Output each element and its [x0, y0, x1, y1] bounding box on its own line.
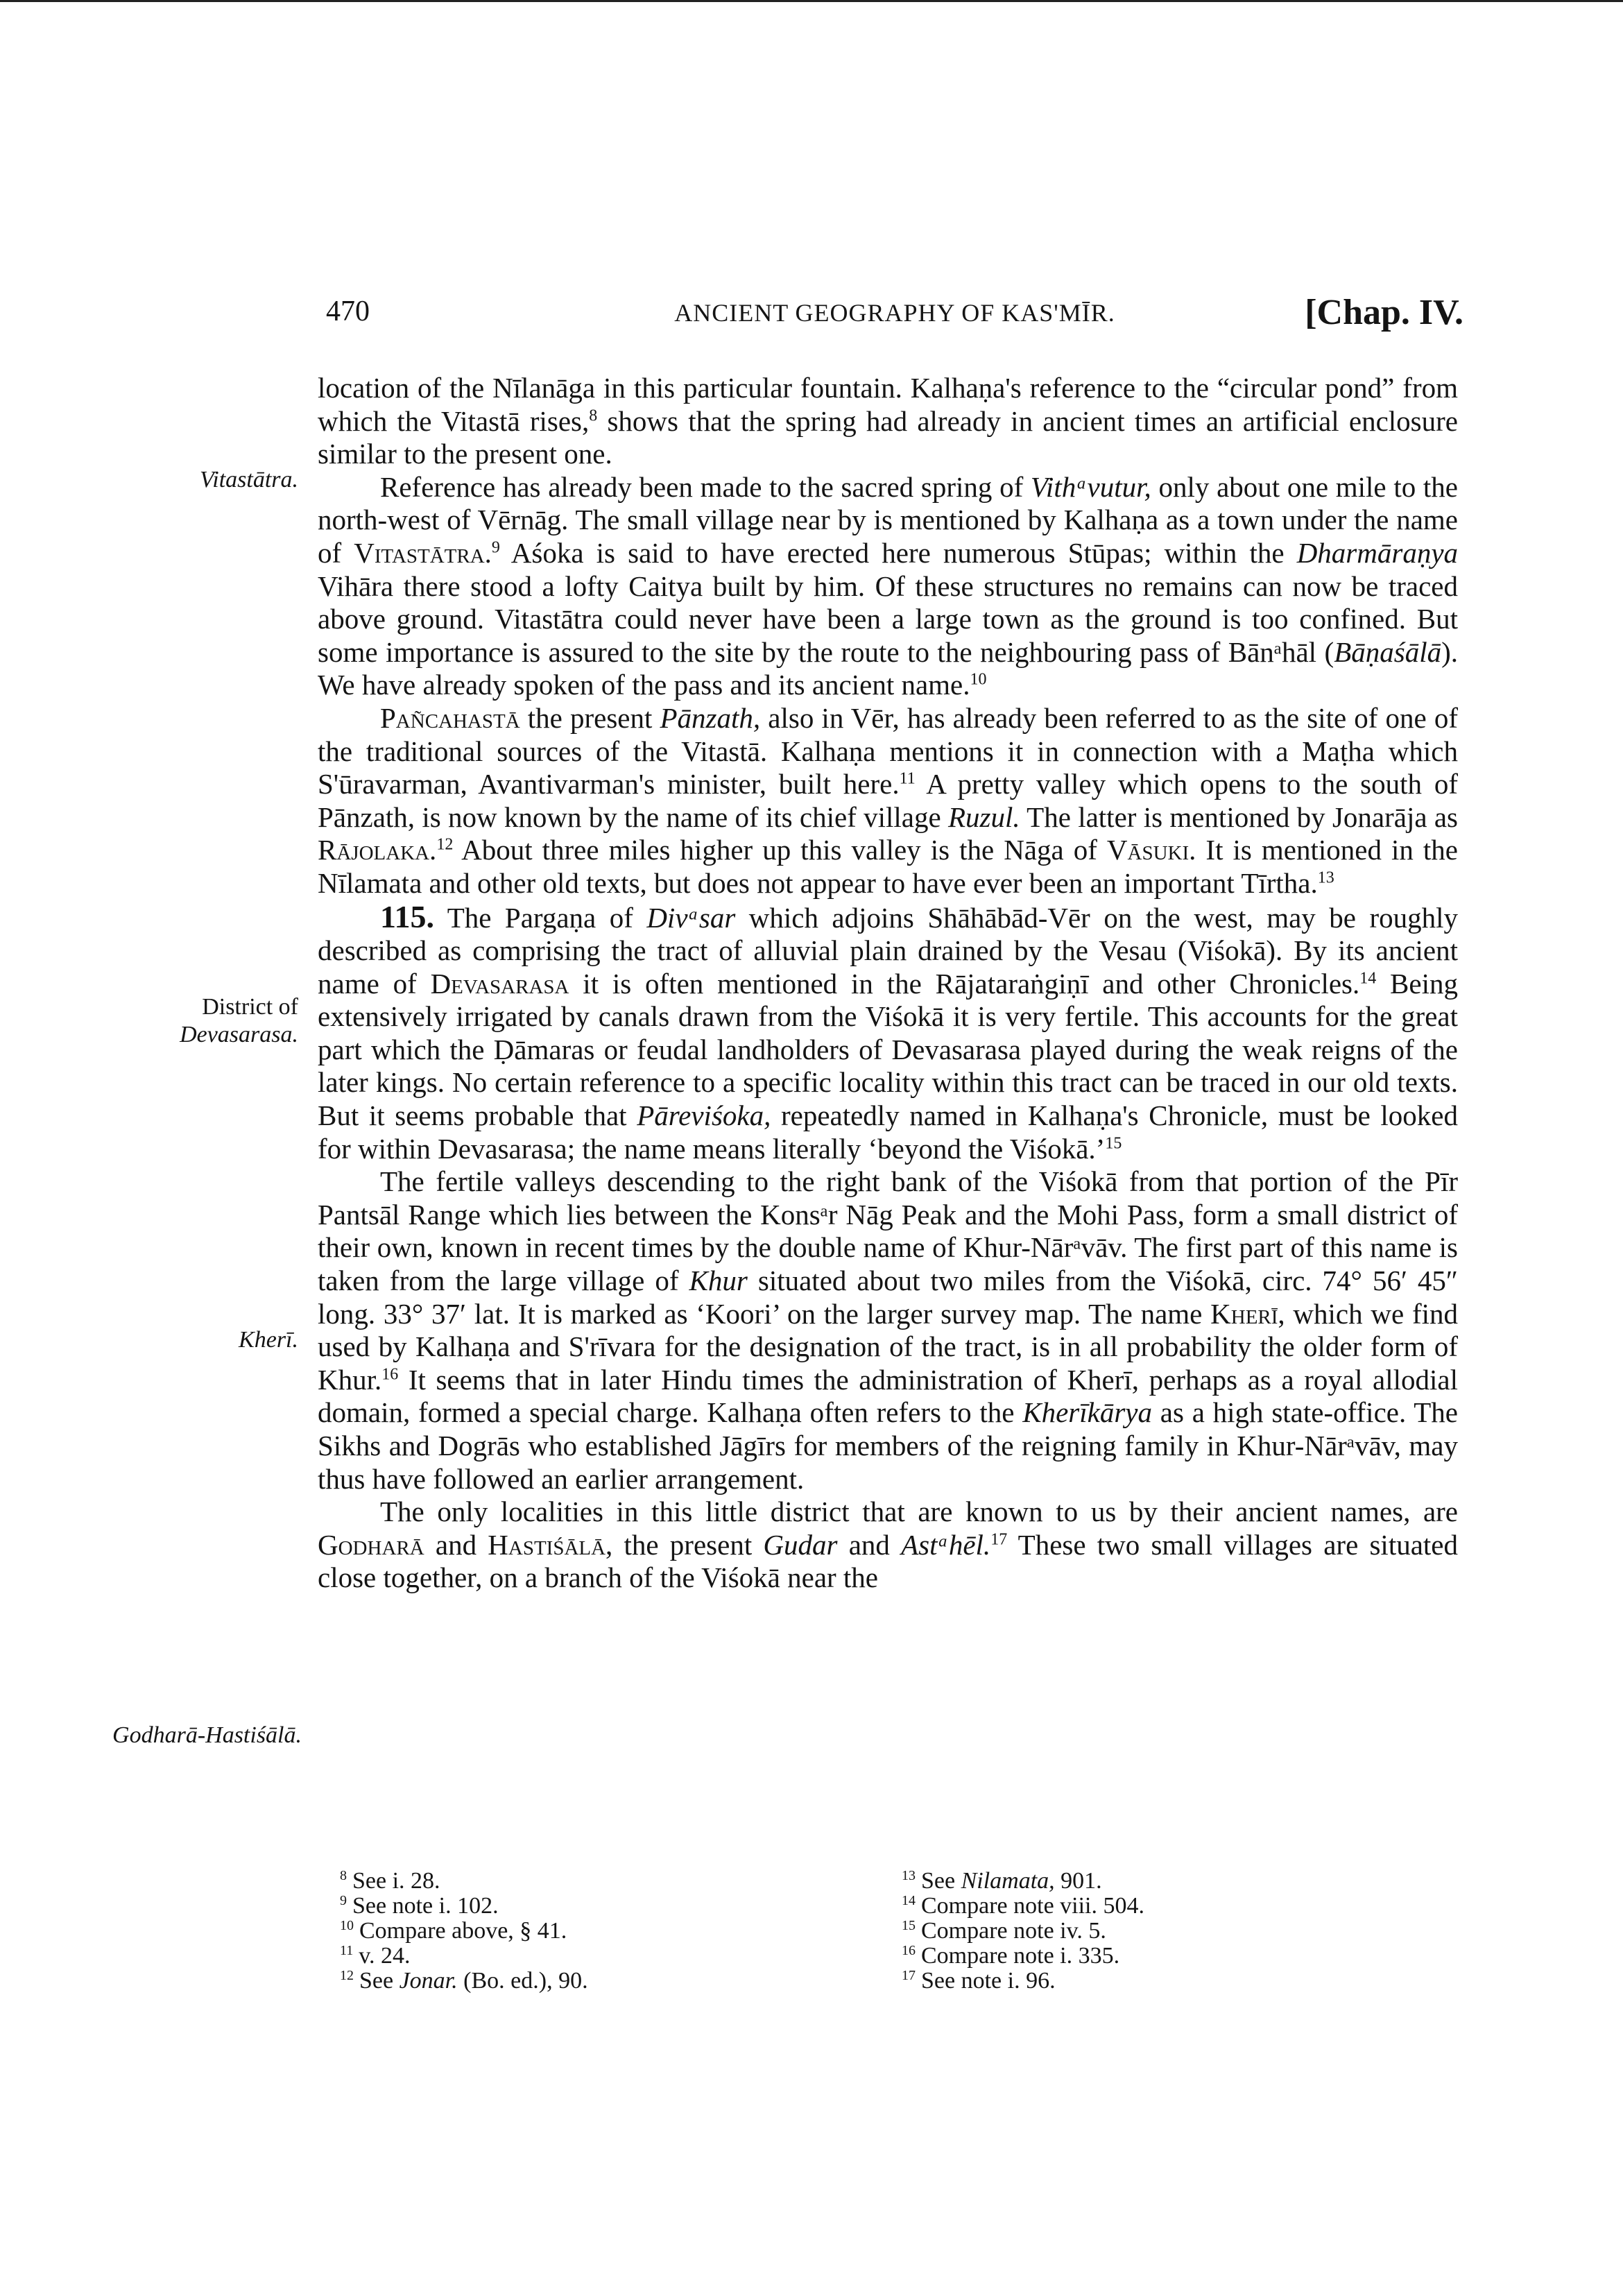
p2-c: only about one mile to the north-west of Vērnāg. The small village near by is mentioned by Kalhaṇa as a town under the name of [318, 470, 1459, 569]
footnote-11-text: v. 24. [359, 1943, 411, 1969]
footnote-ref-17: 17 [990, 1530, 1008, 1549]
footnote-ref-9: 9 [491, 538, 500, 557]
footnote-13-number: 13 [902, 1867, 916, 1883]
p2-b: Vithᵃvutur, [1030, 470, 1151, 503]
margin-note-devasarasa-line2: Devasarasa. [180, 1022, 298, 1047]
footnote-15 [902, 1919, 1429, 1944]
p6-h: Astᵃhēl. [901, 1528, 991, 1561]
p6-f: Gudar [763, 1528, 838, 1561]
p5-b: Khur [689, 1265, 748, 1297]
footnote-16 [902, 1944, 1429, 1969]
margin-note-vitastatra: Vitastātra. [200, 467, 298, 492]
p4-e: it is often mentioned in the Rājataraṅgiṇī and other Chronicles. [569, 967, 1360, 1000]
footnote-ref-10: 10 [970, 670, 987, 689]
p4-f: Being extensively irrigated by canals drawn from the Viśokā it is very fertile. This accounts for the great part which the Ḍāmaras or feudal landholders of Devasarasa played during the weak reigns of the later kings. No certain reference to a specific locality within this tract can be traced in our old texts. But it seems probable that [318, 967, 1458, 1132]
footnote-8-number: 8 [340, 1867, 347, 1883]
footnote-9-number: 9 [340, 1892, 347, 1908]
p6-c: and [424, 1528, 488, 1561]
p3-c: Pānzath, [660, 701, 761, 734]
p2-g: Vihāra there stood a lofty Caitya built by him. Of these structures no remains can now be traced above ground. Vitastātra could never have been a large town as the ground is too confined. But some importance is assured to the site by the route to the neighbouring pass of Bānᵃhāl ( [318, 569, 1458, 668]
footnote-13-pre: See [921, 1868, 961, 1894]
footnote-13-post: 901. [1054, 1868, 1102, 1894]
footnote-17-text: See note i. 96. [921, 1968, 1056, 1994]
footnote-12-pre: See [359, 1968, 400, 1994]
p4-a: The Pargaṇa of [433, 901, 647, 934]
p2-f: Dharmāraṇya [1296, 536, 1459, 569]
footnote-ref-12: 12 [436, 835, 454, 854]
p4-c: which adjoins Shāhābād-Vēr on the west, may be roughly described as comprising the tract of alluvial plain drained by the Vesau (Viśokā). By its ancient name of [318, 901, 1458, 1000]
footnote-ref-14: 14 [1359, 969, 1377, 988]
p3-k: It is mentioned in the Nīlamata and other old texts, but does not appear to have ever been an important Tīrtha. [318, 834, 1458, 899]
p3-b: the present [519, 701, 660, 734]
paragraph-2 [318, 471, 1458, 702]
p3-d: also in Vēr, has already been referred to as the site of one of the traditional sources of the Vitastā. Kalhaṇa mentions it in connection with a Maṭha which S'ūravarman, Avantivarman's minister, built here. [318, 701, 1459, 800]
footnote-ref-11: 11 [899, 769, 916, 788]
margin-note-kheri: Kherī. [239, 1327, 298, 1353]
p4-g: Pāreviśoka, [637, 1099, 771, 1132]
footnote-ref-16: 16 [381, 1365, 399, 1384]
footnote-15-text: Compare note iv. 5. [921, 1918, 1106, 1944]
p6-i: These two small villages are situated close together, on a branch of the Viśokā near the [318, 1528, 1458, 1594]
p5-a: The fertile valleys descending to the right bank of the Viśokā from that portion of the Pīr Pantsāl Range which lies between the Konsᵃr Nāg Peak and the Mohi Pass, form a small district of their own, known in recent times by the double name of Khur-Nārᵃvāv. The first part of this name is taken from the large village of [318, 1165, 1458, 1297]
footnotes-left-column [340, 1869, 867, 1994]
section-number: 115. [380, 898, 434, 934]
p4-b: Divᵃsar [646, 901, 736, 934]
p2-i: ). We have already spoken of the pass and its ancient name. [318, 635, 1458, 701]
p2-h: Bāṇaśālā [1334, 635, 1442, 668]
p3-h: Rājolaka. [318, 834, 437, 866]
paragraph-1 [318, 372, 1458, 471]
footnotes-right-column [902, 1869, 1429, 1994]
page-header [326, 295, 1463, 343]
p3-j: Vāsuki. [1106, 834, 1196, 866]
footnote-10-text: Compare above, § 41. [359, 1918, 567, 1944]
p5-c: situated about two miles from the Viśokā, circ. 74° 56′ 45″ long. 33° 37′ lat. It is marked as ‘Koori’ on the larger survey map. The name [318, 1265, 1458, 1330]
p3-i: About three miles higher up this valley is the Nāga of [453, 834, 1107, 866]
footnote-15-number: 15 [902, 1917, 916, 1933]
footnote-16-text: Compare note i. 335. [921, 1943, 1120, 1969]
footnote-11 [340, 1944, 867, 1969]
p4-d: Devasarasa [430, 967, 569, 1000]
footnote-10-number: 10 [340, 1917, 354, 1933]
p6-g: and [837, 1528, 902, 1561]
footnote-17 [902, 1969, 1429, 1994]
p4-h: repeatedly named in Kalhaṇa's Chronicle, must be looked for within Devasarasa; the name means literally ‘beyond the Viśokā.’ [318, 1099, 1459, 1165]
paragraph-1-text2: shows that the spring had already in ancient times an artificial enclosure similar to the present one. [318, 404, 1458, 470]
footnote-11-number: 11 [340, 1942, 354, 1958]
footnote-12-post: (Bo. ed.), 90. [457, 1968, 588, 1994]
paragraph-6 [318, 1496, 1458, 1595]
paragraph-5 [318, 1165, 1458, 1496]
page-number: 470 [326, 295, 370, 327]
p5-d: Kherī, [1210, 1297, 1285, 1330]
paragraph-3 [318, 702, 1458, 900]
footnote-ref-13: 13 [1317, 868, 1334, 887]
p3-g: The latter is mentioned by Jonarāja as [1020, 800, 1458, 833]
footnote-8-text: See i. 28. [352, 1868, 440, 1894]
footnote-14 [902, 1894, 1429, 1919]
footnote-ref-8: 8 [589, 406, 598, 425]
footnote-12-italic: Jonar. [399, 1968, 458, 1994]
body-text [318, 372, 1458, 1595]
footnote-16-number: 16 [902, 1942, 916, 1958]
footnote-12 [340, 1969, 867, 1994]
margin-note-devasarasa-line1: District of [202, 994, 298, 1020]
footnote-17-number: 17 [902, 1967, 916, 1983]
p5-h: as a high state-office. The Sikhs and Dogrās who established Jāgīrs for members of the reigning family in Khur-Nārᵃvāv, may thus have followed an earlier arrangement. [318, 1396, 1458, 1495]
footnote-9 [340, 1894, 867, 1919]
footnote-8 [340, 1869, 867, 1894]
p6-b: Godharā [318, 1528, 424, 1561]
p3-f: Ruzul. [947, 800, 1020, 833]
p5-g: Kherīkārya [1022, 1396, 1152, 1429]
running-head: ANCIENT GEOGRAPHY OF KAS'MĪR. [674, 299, 1115, 327]
p5-f: It seems that in later Hindu times the administration of Kherī, perhaps as a royal allodial domain, formed a special charge. Kalhaṇa often refers to the [318, 1363, 1458, 1429]
paragraph-1-text: location of the Nīlanāga in this particular fountain. Kalhaṇa's reference to the “circular pond” from which the Vitastā rises, [318, 372, 1458, 437]
p6-a: The only localities in this little district that are known to us by their ancient names, are [380, 1496, 1458, 1528]
footnote-10 [340, 1919, 867, 1944]
footnote-13-italic: Nilamata, [961, 1868, 1055, 1894]
footnote-ref-15: 15 [1105, 1134, 1122, 1152]
margin-note-godhara: Godharā-Hastiśālā. [112, 1722, 302, 1748]
margin-note-devasarasa [97, 993, 298, 1049]
p3-e: A pretty valley which opens to the south of Pānzath, is now known by the name of its chief village [318, 768, 1458, 833]
p2-d: Vitastātra. [354, 536, 492, 569]
p3-a: Pañcahastā [380, 701, 520, 734]
p2-e: Aśoka is said to have erected here numerous Stūpas; within the [499, 536, 1297, 569]
footnote-14-text: Compare note viii. 504. [921, 1893, 1145, 1919]
p6-e: the present [612, 1528, 764, 1561]
chapter-label: [Chap. IV. [1305, 293, 1463, 332]
p6-d: Hastiśālā, [488, 1528, 613, 1561]
footnote-13 [902, 1869, 1429, 1894]
p5-e: which we find used by Kalhaṇa and S'rīvara for the designation of the tract, is in all probability the older form of Khur. [318, 1297, 1458, 1396]
p2-a: Reference has already been made to the sacred spring of [380, 470, 1031, 503]
footnote-9-text: See note i. 102. [352, 1893, 499, 1919]
paragraph-4 [318, 900, 1458, 1166]
footnote-12-number: 12 [340, 1967, 354, 1983]
footnote-14-number: 14 [902, 1892, 916, 1908]
top-rule [0, 0, 1623, 2]
